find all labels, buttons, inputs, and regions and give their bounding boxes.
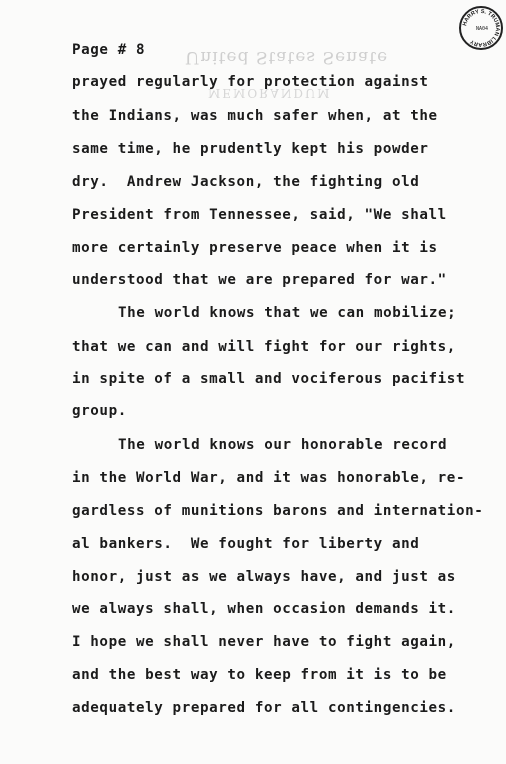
text-line: I hope we shall never have to fight again,	[72, 634, 456, 650]
text-line: group.	[72, 403, 127, 419]
text-line: we always shall, when occasion demands it.	[72, 601, 456, 617]
text-line: prayed regularly for protection against	[72, 74, 429, 90]
text-line: that we can and will fight for our rights,	[72, 339, 456, 355]
text-line: honor, just as we always have, and just as	[72, 569, 456, 585]
page-number: Page # 8	[72, 42, 146, 58]
text-line: gardless of munitions barons and internation-	[72, 503, 484, 519]
text-line: in spite of a small and vociferous pacifist	[72, 371, 466, 387]
letterhead-subtitle-bleedthrough: MEMORANDUM	[208, 86, 332, 100]
text-line: adequately prepared for all contingencies.	[72, 700, 456, 716]
text-line: same time, he prudently kept his powder	[72, 141, 429, 157]
letterhead-title-bleedthrough: United States Senate	[185, 47, 389, 67]
text-line: President from Tennessee, said, "We shall	[72, 207, 447, 223]
svg-text:HARRY S. TRUMAN LIBRARY: HARRY S. TRUMAN LIBRARY	[462, 8, 501, 48]
text-line: more certainly preserve peace when it is	[72, 240, 438, 256]
text-line: the Indians, was much safer when, at the	[72, 108, 438, 124]
text-line: understood that we are prepared for war."	[72, 272, 447, 288]
text-line: dry. Andrew Jackson, the fighting old	[72, 174, 420, 190]
paragraph-start-line: The world knows that we can mobilize;	[118, 305, 457, 321]
text-line: in the World War, and it was honorable, re-	[72, 470, 466, 486]
text-line: and the best way to keep from it is to be	[72, 667, 447, 683]
stamp-code: NA04	[475, 26, 489, 32]
paragraph-start-line: The world knows our honorable record	[118, 437, 448, 453]
library-stamp	[459, 6, 503, 50]
text-line: al bankers. We fought for liberty and	[72, 536, 420, 552]
